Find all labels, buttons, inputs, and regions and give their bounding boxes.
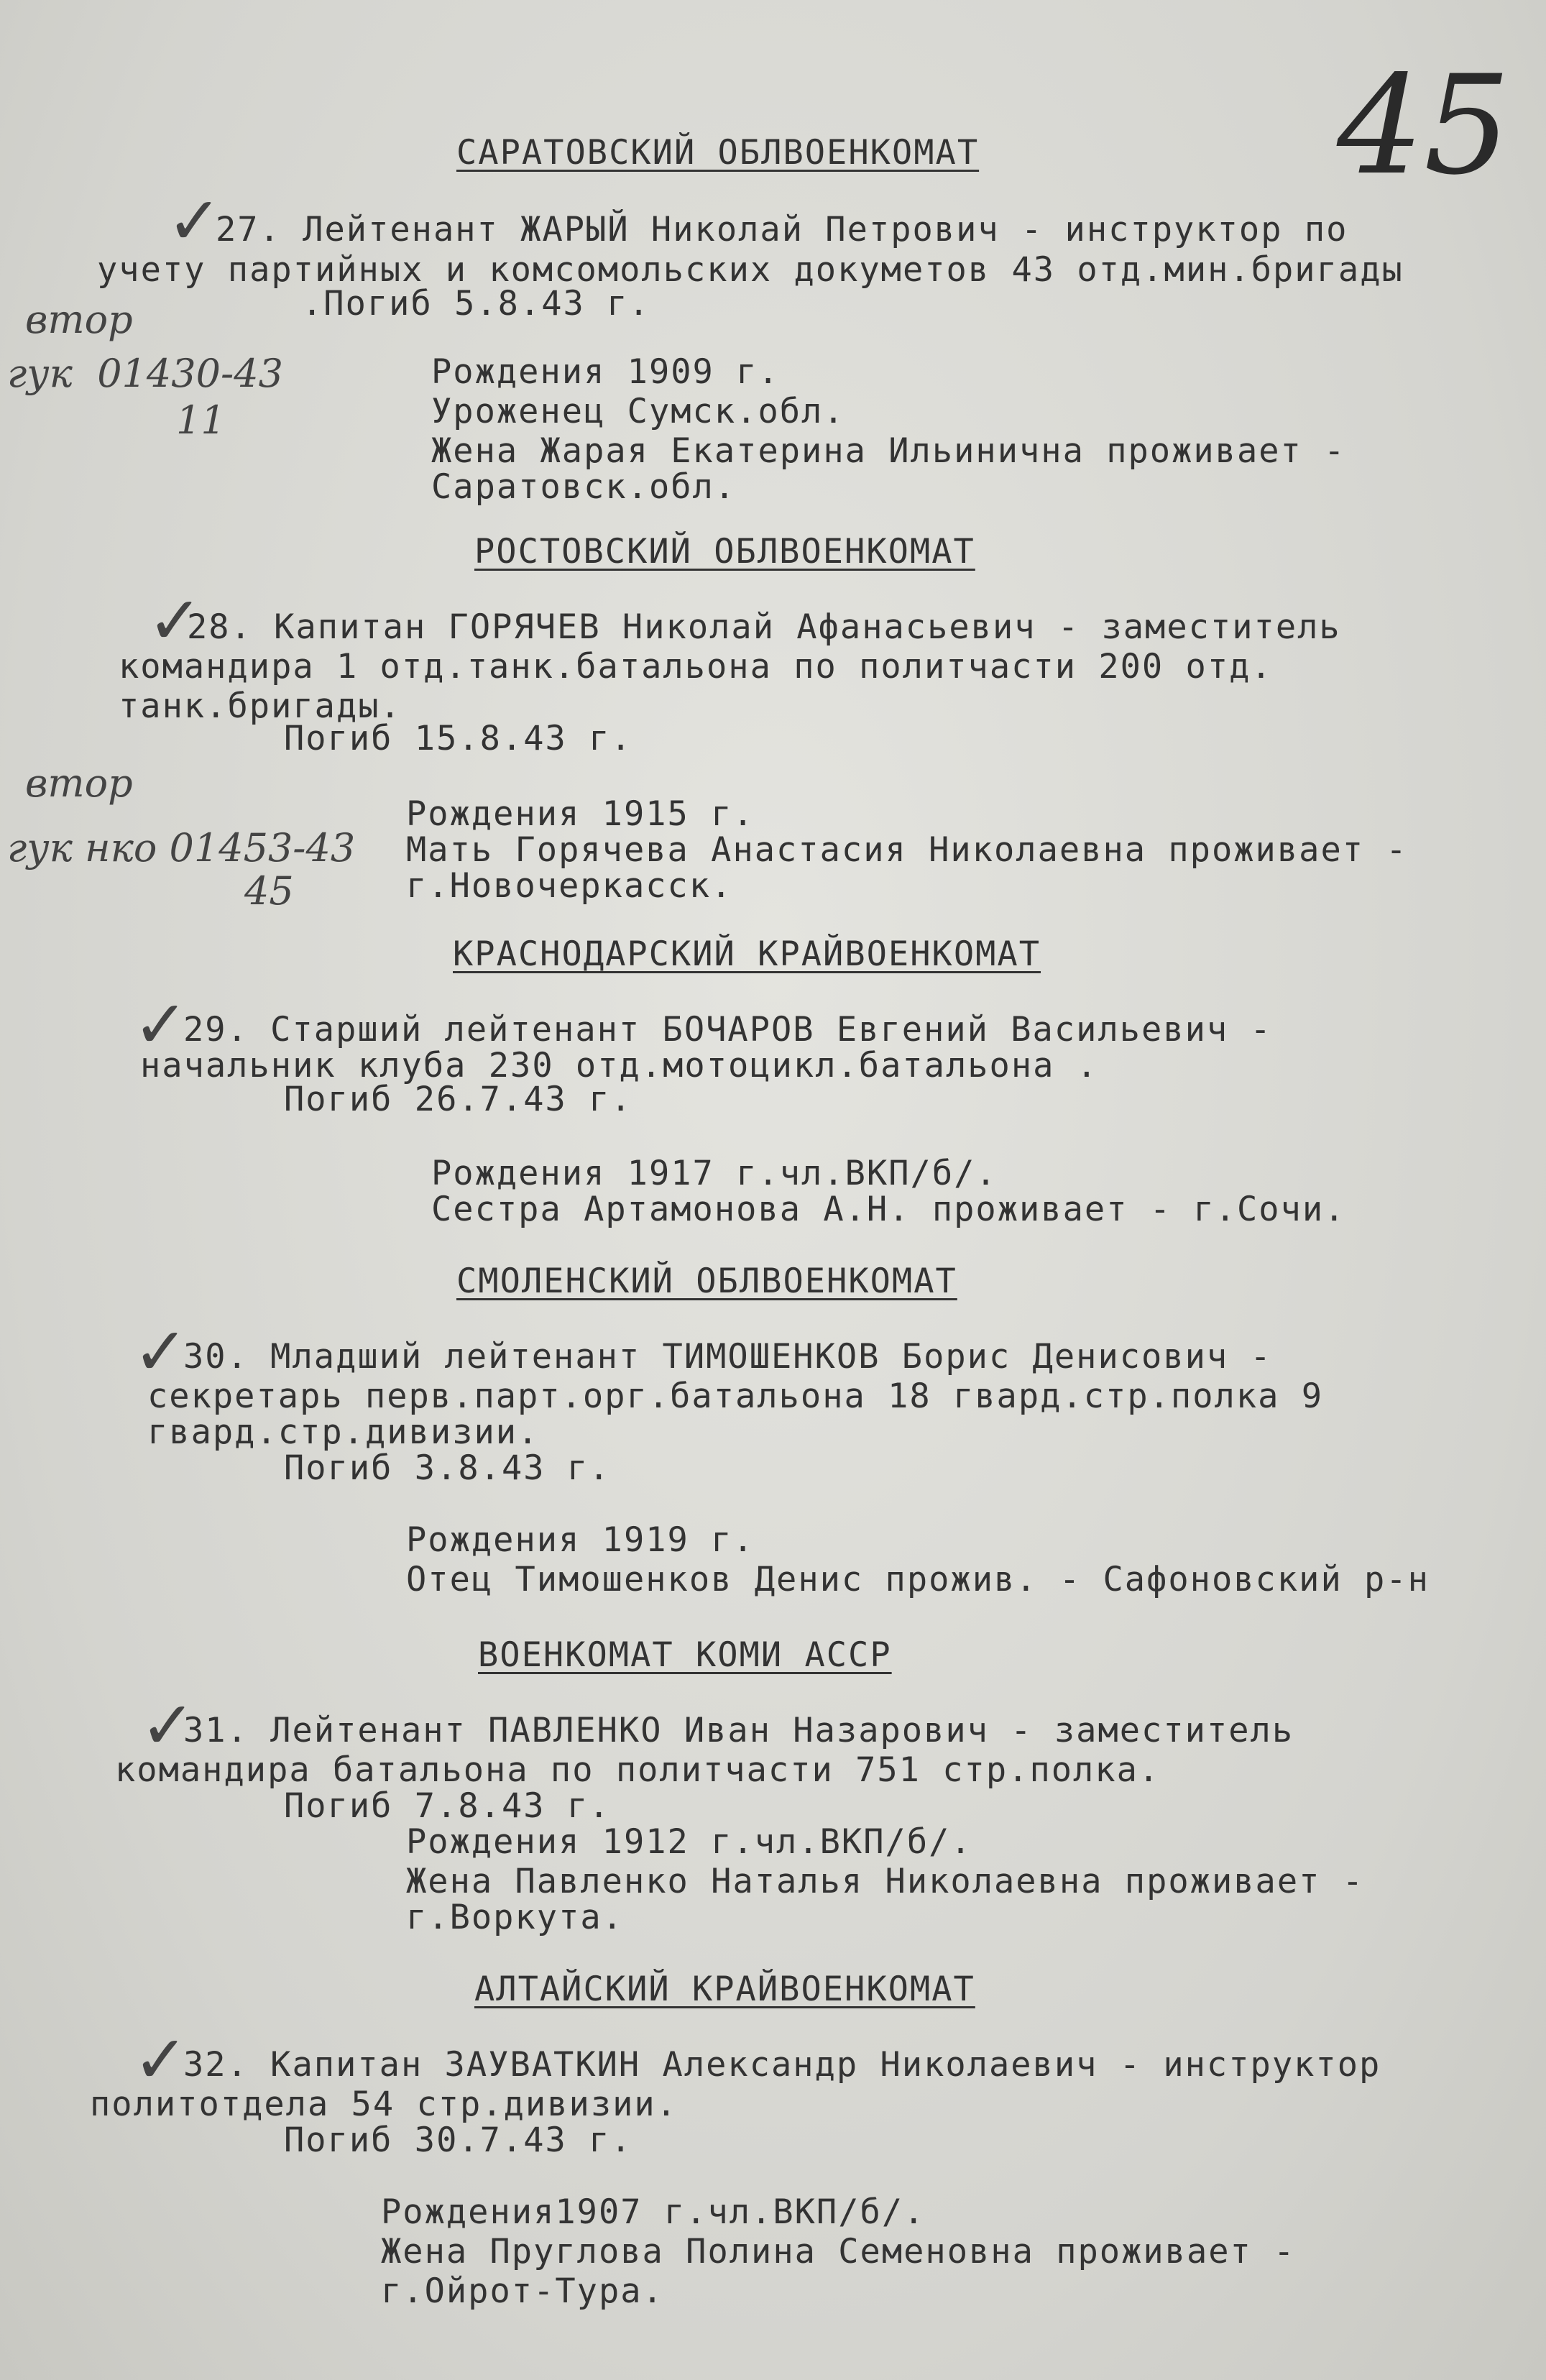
entry-31-detail-1: Рождения 1912 г.чл.ВКП/б/. <box>406 1822 972 1862</box>
entry-28-detail-1: Рождения 1915 г. <box>406 794 755 834</box>
entry-27-detail-1: Рождения 1909 г. <box>431 352 780 392</box>
entry-30-detail-1: Рождения 1919 г. <box>406 1520 755 1560</box>
entry-28-line-1: 28. Капитан ГОРЯЧЕВ Николай Афанасьевич - заместитель <box>187 607 1341 647</box>
check-mark-icon: ✓ <box>133 2021 189 2098</box>
entry-31-detail-2: Жена Павленко Наталья Николаевна проживает - <box>406 1862 1365 1901</box>
entry-29-line-1: 29. Старший лейтенант БОЧАРОВ Евгений Васильевич - <box>183 1010 1272 1049</box>
entry-30-line-2: секретарь перв.парт.орг.батальона 18 гвард.стр.полка 9 <box>147 1377 1324 1416</box>
entry-32-line-1: 32. Капитан ЗАУВАТКИН Александр Николаевич - инструктор <box>183 2045 1381 2085</box>
handwritten-note-27-line-3: 11 <box>176 398 226 443</box>
check-mark-icon: ✓ <box>140 1687 196 1764</box>
entry-30-detail-2: Отец Тимошенков Денис прожив. - Сафоновский р-н <box>406 1560 1430 1599</box>
entry-27-detail-3: Жена Жарая Екатерина Ильинична проживает - <box>431 431 1346 471</box>
entry-28-line-4: Погиб 15.8.43 г. <box>284 719 632 758</box>
entry-30-line-3: гвард.стр.дивизии. <box>147 1412 540 1452</box>
section-heading-smolensk: СМОЛЕНСКИЙ ОБЛВОЕНКОМАТ <box>456 1262 957 1301</box>
section-heading-saratov: САРАТОВСКИЙ ОБЛВОЕНКОМАТ <box>456 133 980 173</box>
entry-29-detail-2: Сестра Артамонова А.Н. проживает - г.Сочи. <box>431 1190 1346 1229</box>
check-mark-icon: ✓ <box>147 582 203 659</box>
entry-30-line-4: Погиб 3.8.43 г. <box>284 1448 611 1488</box>
entry-28-line-3: танк.бригады. <box>119 686 402 726</box>
entry-27-detail-4: Саратовск.обл. <box>431 467 737 507</box>
check-mark-icon: ✓ <box>167 183 223 259</box>
check-mark-icon: ✓ <box>133 986 189 1063</box>
entry-29-line-3: Погиб 26.7.43 г. <box>284 1080 632 1119</box>
entry-27-line-1: 27. Лейтенант ЖАРЫЙ Николай Петрович - инструктор по <box>216 210 1348 249</box>
entry-31-line-3: Погиб 7.8.43 г. <box>284 1786 611 1826</box>
entry-32-detail-2: Жена Пруглова Полина Семеновна проживает - <box>381 2232 1296 2271</box>
entry-32-line-2: политотдела 54 стр.дивизии. <box>90 2085 678 2124</box>
check-mark-icon: ✓ <box>133 1313 189 1390</box>
entry-28-detail-3: г.Новочеркасск. <box>406 866 733 906</box>
entry-29-detail-1: Рождения 1917 г.чл.ВКП/б/. <box>431 1154 998 1193</box>
handwritten-note-27-line-2: гук 01430-43 <box>7 351 283 396</box>
handwritten-note-28-line-2: гук нко 01453-43 <box>7 825 356 870</box>
section-heading-komi: ВОЕНКОМАТ КОМИ АССР <box>478 1635 892 1675</box>
entry-30-line-1: 30. Младший лейтенант ТИМОШЕНКОВ Борис Денисович - <box>183 1337 1272 1377</box>
entry-27-line-3: .Погиб 5.8.43 г. <box>302 284 650 323</box>
entry-28-line-2: командира 1 отд.танк.батальона по политчасти 200 отд. <box>119 647 1273 686</box>
entry-28-detail-2: Мать Горячева Анастасия Николаевна проживает - <box>406 830 1408 870</box>
handwritten-note-28-line-1: втор <box>25 761 133 806</box>
entry-32-line-3: Погиб 30.7.43 г. <box>284 2121 632 2160</box>
entry-32-detail-3: г.Ойрот-Тура. <box>381 2271 664 2311</box>
entry-27-detail-2: Уроженец Сумск.обл. <box>431 392 845 431</box>
entry-32-detail-1: Рождения1907 г.чл.ВКП/б/. <box>381 2192 926 2232</box>
section-heading-altai: АЛТАЙСКИЙ КРАЙВОЕНКОМАТ <box>474 1970 975 2009</box>
entry-27-line-2: учету партийных и комсомольских докуметов 43 отд.мин.бригады <box>97 250 1404 290</box>
entry-31-detail-3: г.Воркута. <box>406 1898 624 1937</box>
handwritten-note-28-line-3: 45 <box>244 868 294 914</box>
section-heading-krasnodar: КРАСНОДАРСКИЙ КРАЙВОЕНКОМАТ <box>453 934 1041 974</box>
page-number: 45 <box>1337 46 1511 205</box>
entry-29-line-2: начальник клуба 230 отд.мотоцикл.батальона . <box>140 1046 1099 1085</box>
entry-31-line-2: командира батальона по политчасти 751 стр.полка. <box>115 1750 1161 1790</box>
section-heading-rostov: РОСТОВСКИЙ ОБЛВОЕНКОМАТ <box>474 532 975 571</box>
entry-31-line-1: 31. Лейтенант ПАВЛЕНКО Иван Назарович - заместитель <box>183 1711 1294 1750</box>
handwritten-note-27-line-1: втор <box>25 297 133 342</box>
